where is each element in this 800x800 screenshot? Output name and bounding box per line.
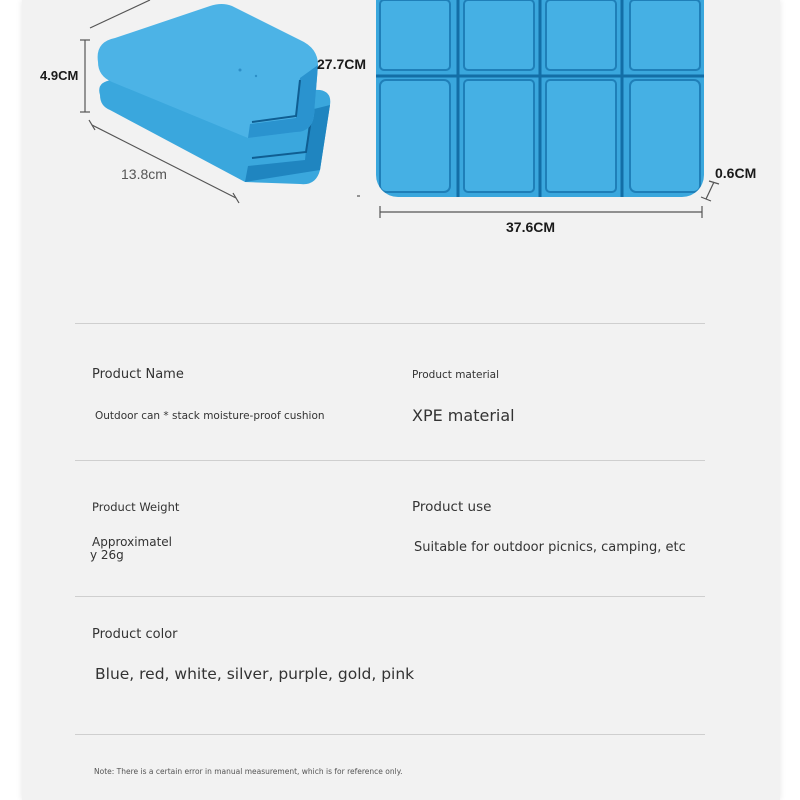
height-open-label: 27.7CM	[317, 56, 367, 72]
divider-2	[75, 460, 705, 461]
product-use-value: Suitable for outdoor picnics, camping, etc	[414, 540, 686, 555]
divider-1	[75, 323, 705, 324]
product-name-label: Product Name	[92, 367, 184, 382]
height-folded-label: 4.9CM	[40, 68, 79, 83]
open-dimension-lines	[0, 0, 800, 260]
product-weight-value-line1: Approximatel	[92, 535, 172, 549]
divider-4	[75, 734, 705, 735]
divider-3	[75, 596, 705, 597]
product-weight-value-line2: y 26g	[90, 548, 124, 562]
product-color-value: Blue, red, white, silver, purple, gold, pink	[95, 665, 415, 683]
product-use-label: Product use	[412, 499, 492, 515]
product-name-value: Outdoor can * stack moisture-proof cushion	[95, 410, 325, 422]
product-material-label: Product material	[412, 369, 500, 381]
product-weight-label: Product Weight	[92, 500, 180, 514]
width-open-label: 37.6CM	[506, 219, 556, 235]
width-folded-label: 13.8cm	[121, 166, 167, 182]
measurement-note: Note: There is a certain error in manual measurement, which is for reference only.	[94, 767, 403, 776]
product-material-value: XPE material	[412, 406, 515, 425]
thickness-label: 0.6CM	[715, 165, 757, 181]
product-color-label: Product color	[92, 627, 178, 642]
